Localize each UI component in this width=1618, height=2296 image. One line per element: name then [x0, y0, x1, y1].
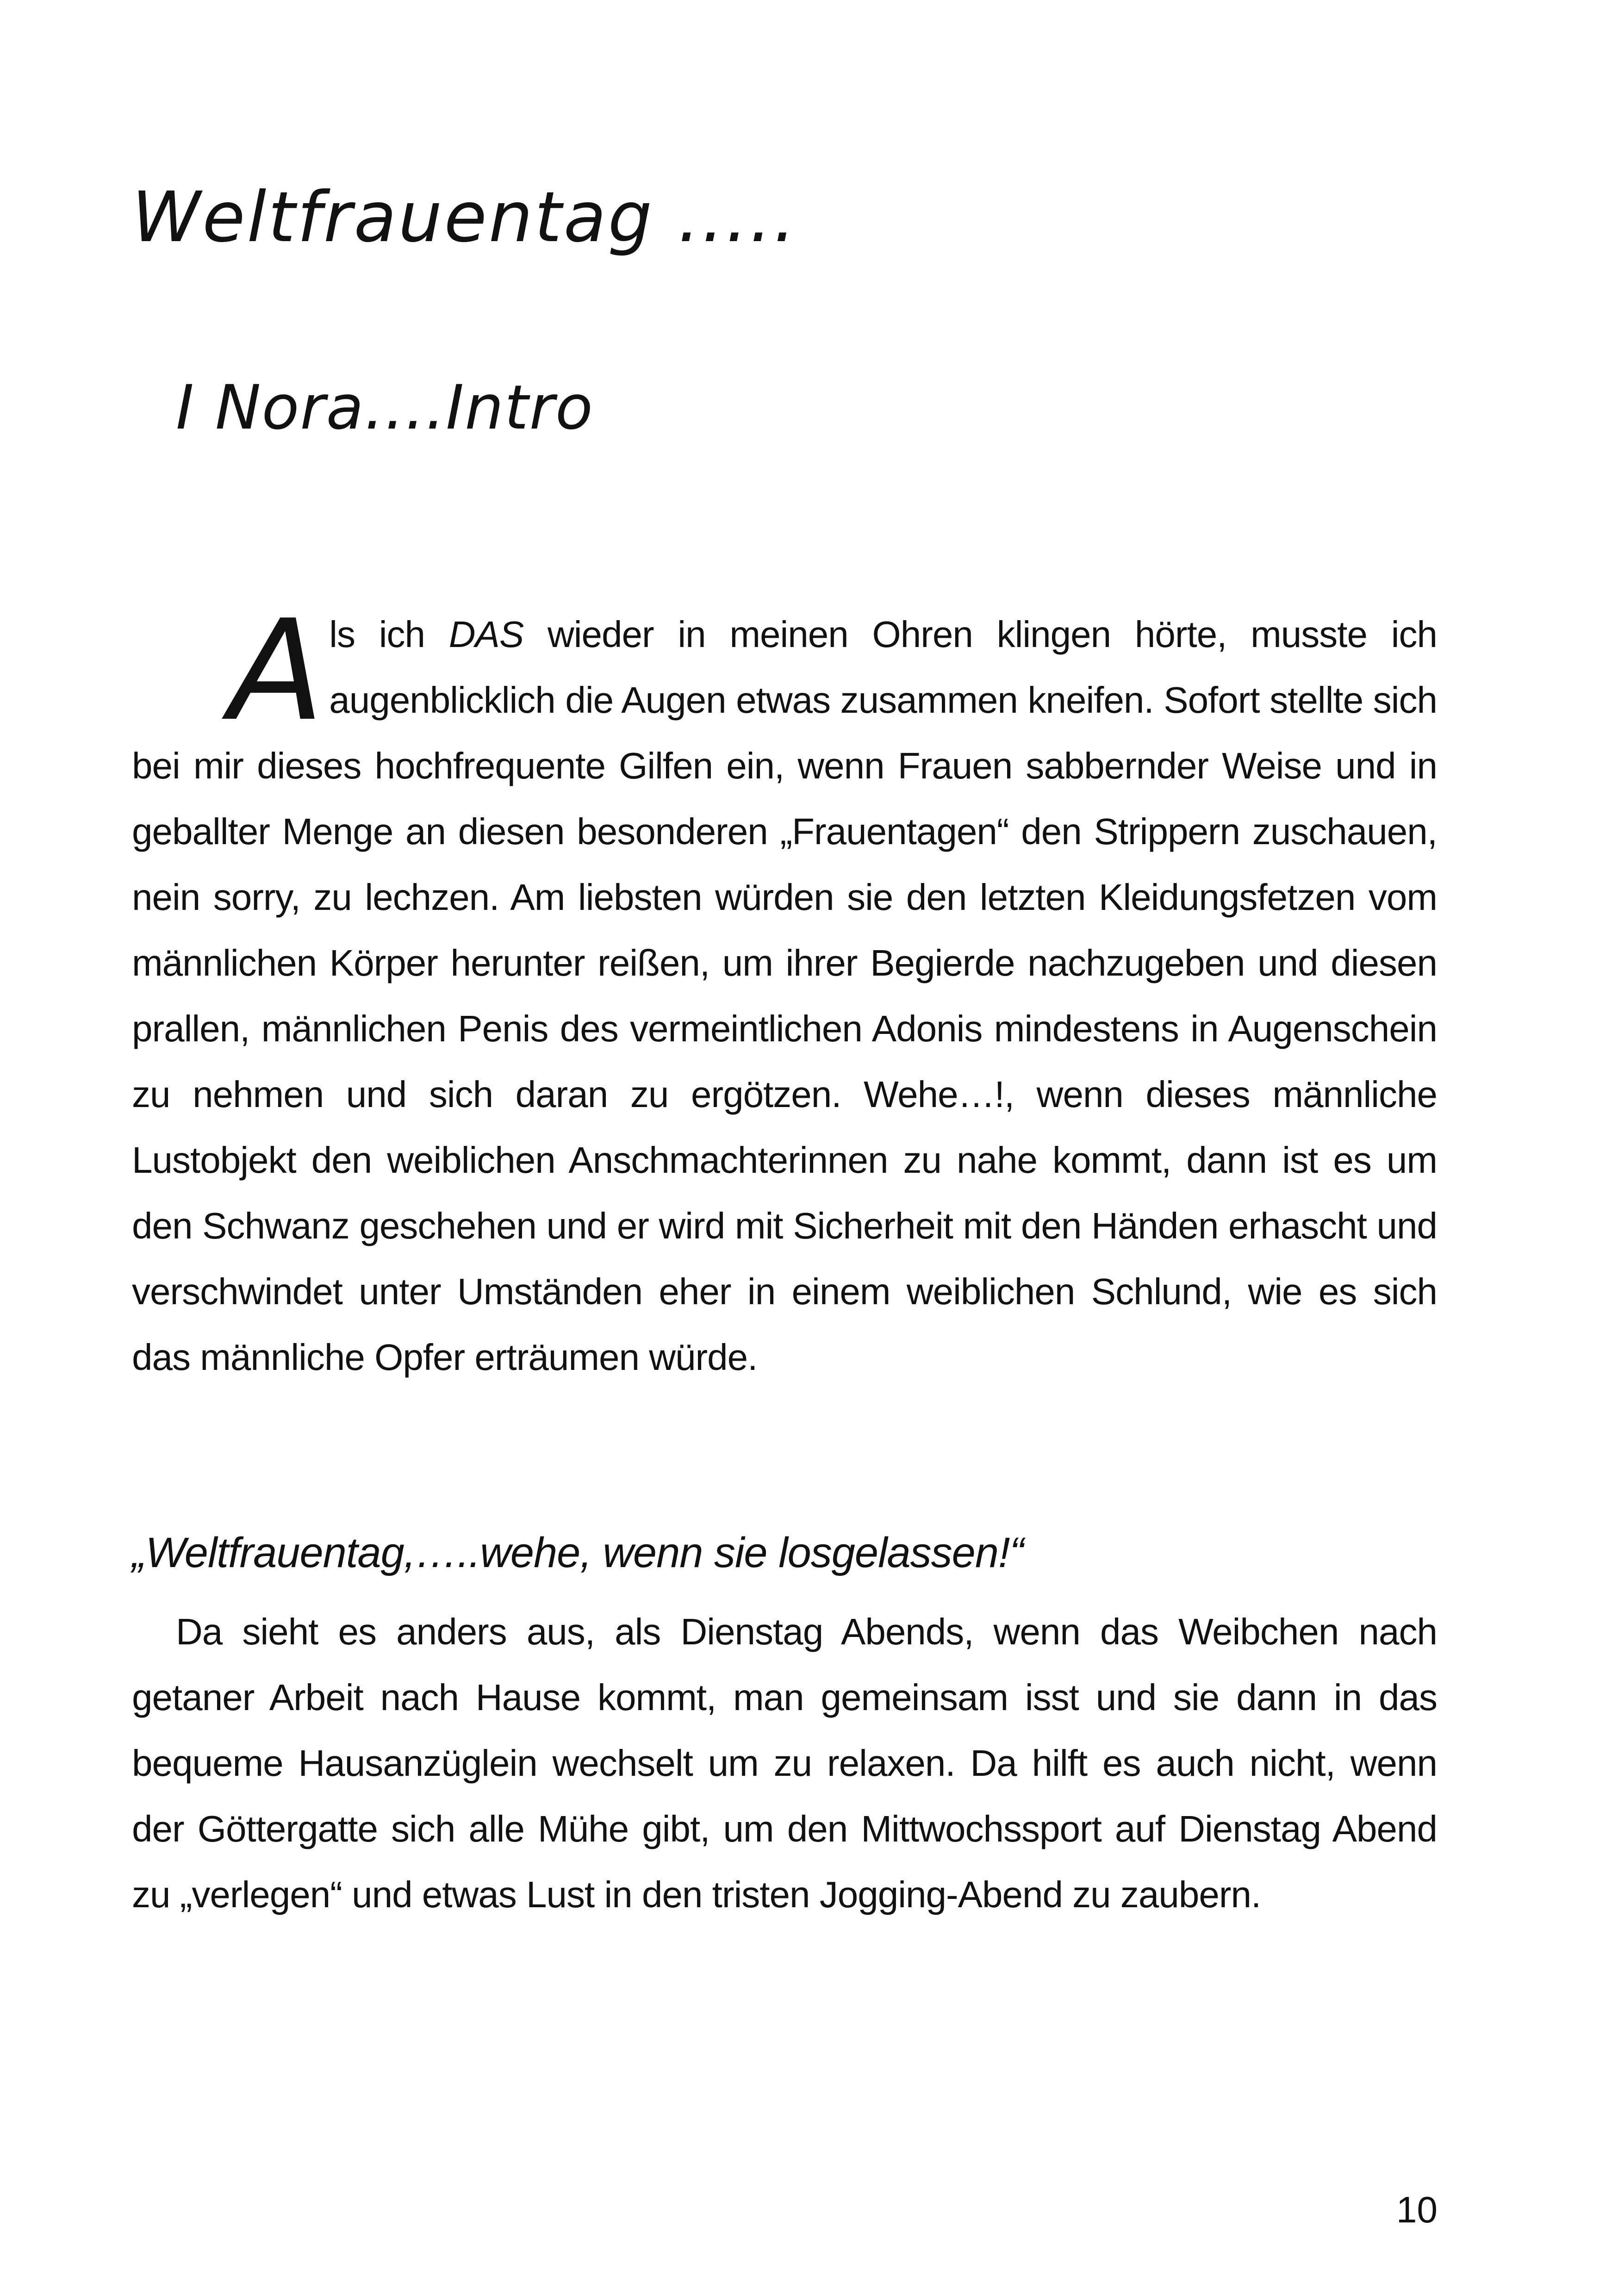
- paragraph-text-segment: wieder in meinen Ohren klingen hörte, musste ich augenblicklich die Augen etwas zusammen kneifen. Sofort stellte sich bei mir dieses hochfrequente Gilfen ein, wenn Frauen sabbernder Weise und in geballter Menge an diesen besonderen „Frauentagen“ den Strippern zuschauen, nein sorry, zu lechzen. Am liebsten würden sie den letzten Kleidungsfetzen vom männlichen Körper herunter reißen, um ihrer Begierde nachzugeben und diesen prallen, männlichen Penis des vermeintlichen Adonis mindestens in Augenschein zu nehmen und sich daran zu ergötzen. Wehe…!, wenn dieses männliche Lustobjekt den weiblichen Anschmachterinnen zu nahe kommt, dann ist es um den Schwanz geschehen und er wird mit Sicherheit mit den Händen erhascht und verschwindet unter Umständen eher in einem weiblichen Schlund, wie es sich das männliche Opfer erträumen würde.: [132, 614, 1437, 1378]
- drop-cap: A: [229, 602, 324, 752]
- chapter-title: Weltfrauentag .....: [132, 177, 797, 258]
- page-number: 10: [1396, 2189, 1438, 2230]
- paragraph-text-segment: ls ich: [329, 614, 449, 655]
- body-paragraph-2: Da sieht es anders aus, als Dienstag Abends, wenn das Weibchen nach getaner Arbeit nach Hause kommt, man gemeinsam isst und sie dann in das bequeme Hausanzüglein wechselt um zu relaxen. Da hilft es auch nicht, wenn der Göttergatte sich alle Mühe gibt, um den Mittwochssport auf Dienstag Abend zu „verlegen“ und etwas Lust in den tristen Jogging-Abend zu zaubern.: [132, 1611, 1437, 1915]
- body-paragraph-1: [132, 602, 1437, 1518]
- section-title: I Nora....Intro: [176, 372, 594, 443]
- quote-line: „Weltfrauentag,…..wehe, wenn sie losgelassen!“: [132, 1529, 1024, 1576]
- emphasis-text: DAS: [448, 614, 524, 655]
